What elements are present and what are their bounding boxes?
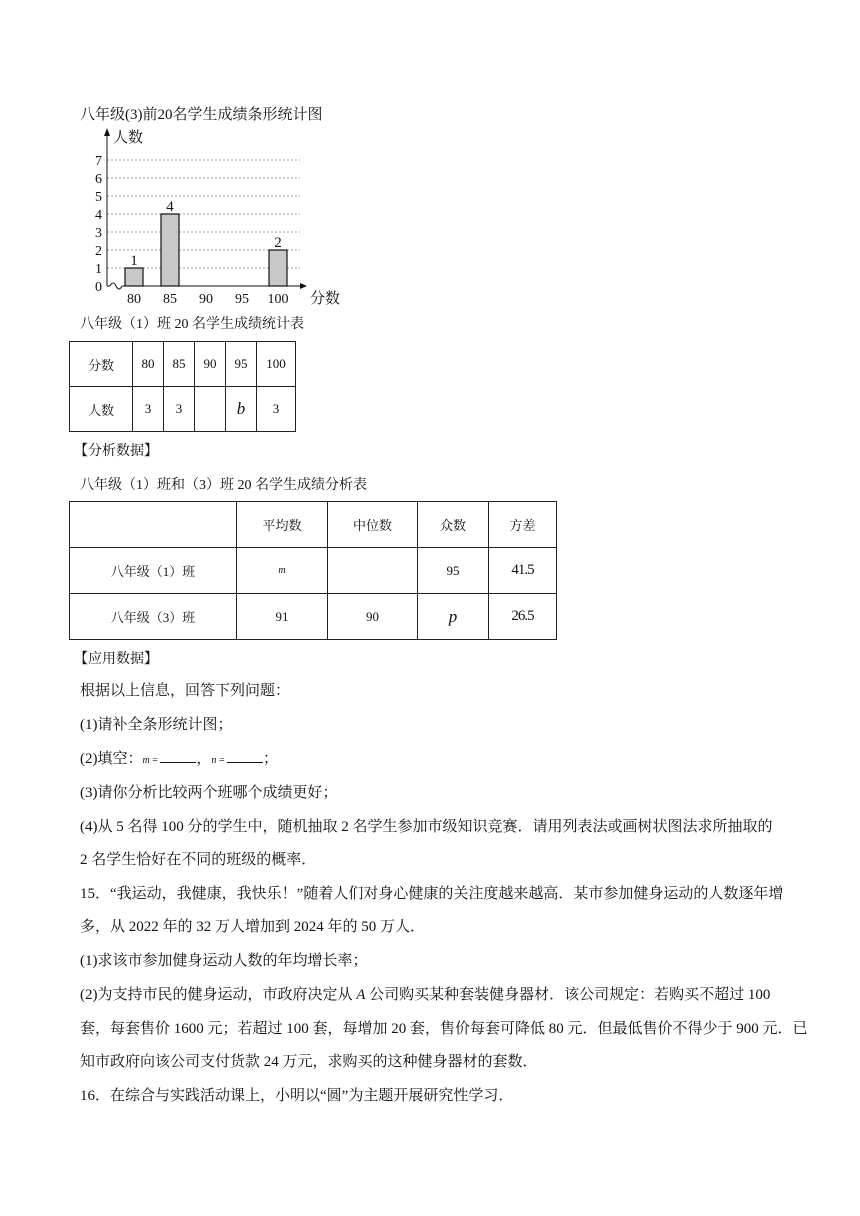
equals-sign: = [149,755,161,766]
table-cell: 90 [195,342,226,387]
table1-caption: 八年级（1）班 20 名学生成绩统计表 [80,317,304,332]
table-cell: 众数 [418,502,489,548]
comma: ， [196,751,212,767]
table-cell: 100 [257,342,296,387]
y-tick-label: 3 [95,226,102,241]
bar-data-label: 4 [166,199,174,215]
table-cell: 80 [133,342,164,387]
y-tick-label: 7 [95,154,102,169]
bar [269,250,287,286]
q15-part-2-line2: 套，每套售价 1600 元；若超过 100 套，每增加 20 套，售价每套可降低 80 元．但最低售价不得少于 900 元．已 [80,1021,808,1037]
bar-data-label: 1 [130,253,138,269]
question-part-3: (3)请你分析比较两个班哪个成绩更好； [80,785,338,801]
table-cell: 人数 [70,387,133,432]
answer-blank-m[interactable] [160,750,196,763]
y-tick-label: 1 [95,262,102,277]
y-tick-label: 4 [95,208,102,223]
question-part-4-line1: (4)从 5 名得 100 分的学生中，随机抽取 2 名学生参加市级知识竞赛．请用列表法或画树状图法求所抽取的 [80,819,773,835]
table-cell [328,548,418,594]
table-cell: 方差 [489,502,557,548]
q15-part-2-line3: 知市政府向该公司支付货款 24 万元，求购买的这种健身器材的套数． [80,1054,538,1070]
table-cell: p [418,594,489,640]
table2-caption: 八年级（1）班和（3）班 20 名学生成绩分析表 [80,478,367,493]
table-cell: b [226,387,257,432]
table-cell: 26.5 [489,594,557,640]
table-cell: 3 [133,387,164,432]
q15-line2: 多，从 2022 年的 32 万人增加到 2024 年的 50 万人． [80,919,426,935]
table-cell [70,502,237,548]
bar-chart [80,126,340,308]
var-m: m [142,755,150,766]
var-n: n [211,755,217,766]
question-intro: 根据以上信息，回答下列问题： [80,683,291,699]
q15-part-1: (1)求该市参加健身运动人数的年均增长率； [80,953,368,969]
table-row [70,342,296,387]
q16-line1: 16．在综合与实践活动课上，小明以“圆”为主题开展研究性学习． [80,1088,514,1104]
analysis-table [69,501,557,640]
text-segment: (2)为支持市民的健身运动，市政府决定从 [80,987,357,1003]
equals-sign: = [216,755,228,766]
question-part-4-line2: 2 名学生恰好在不同的班级的概率． [80,852,317,868]
text-segment: 公司购买某种套装健身器材．该公司规定：若购买不超过 100 [365,987,771,1003]
x-tick-label: 85 [163,292,177,307]
x-axis-label: 分数 [310,291,340,307]
question-part-1: (1)请补全条形统计图； [80,717,233,733]
x-tick-label: 80 [127,292,141,307]
y-tick-label: 5 [95,190,102,205]
answer-blank-n[interactable] [227,750,263,763]
axis-break-mark [110,283,122,289]
table-row [70,548,557,594]
section-heading-analysis: 【分析数据】 [74,444,158,459]
var-a: A [356,987,366,1003]
table-cell: 八年级（1）班 [70,548,237,594]
table-cell: 平均数 [237,502,328,548]
table-cell: 中位数 [328,502,418,548]
table-row [70,502,557,548]
table-cell: m [237,548,328,594]
x-tick-label: 95 [235,292,249,307]
bar [125,268,143,286]
x-tick-label: 90 [199,292,213,307]
table-cell: 91 [237,594,328,640]
y-tick-label: 2 [95,244,102,259]
table-cell: 85 [164,342,195,387]
x-tick-label: 100 [267,292,289,307]
q15-part-2-line1 [80,985,770,1005]
y-axis-label: 人数 [113,130,144,146]
table-cell: 3 [164,387,195,432]
bar [161,214,179,286]
table-cell: 41.5 [489,548,557,594]
chart-title: 八年级(3)前20名学生成绩条形统计图 [80,107,323,123]
table-cell [195,387,226,432]
x-axis-arrow [300,283,307,289]
table-cell: 95 [226,342,257,387]
table-cell: 90 [328,594,418,640]
table-row [70,387,296,432]
table-row [70,594,557,640]
score-count-table [69,341,296,432]
table-cell: 3 [257,387,296,432]
y-tick-label: 6 [95,172,102,187]
question-part-2 [80,749,278,771]
section-heading-apply: 【应用数据】 [74,652,158,667]
semicolon: ； [263,751,279,767]
bar-data-label: 2 [274,235,282,251]
y-tick-label: 0 [95,280,102,295]
q15-line1: 15．“我运动，我健康，我快乐！”随着人们对身心健康的关注度越来越高．某市参加健身运动的人数逐年增 [80,886,784,902]
table-cell: 95 [418,548,489,594]
table-cell: 八年级（3）班 [70,594,237,640]
table-cell: 分数 [70,342,133,387]
y-axis-arrow [104,128,110,136]
part-2-prefix: (2)填空： [80,751,143,767]
